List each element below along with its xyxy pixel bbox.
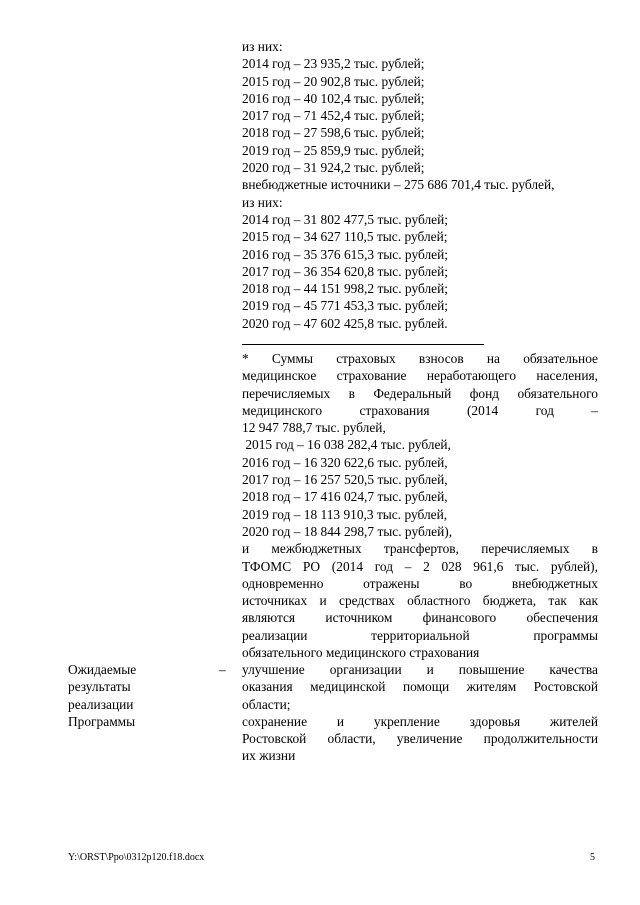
regional-line: 2020 год – 31 924,2 тыс. рублей; xyxy=(242,160,425,176)
regional-line: 2019 год – 25 859,9 тыс. рублей; xyxy=(242,142,425,158)
footnote-block xyxy=(242,350,598,661)
results-line: их жизни xyxy=(242,748,296,764)
footnote-line: 2018 год – 17 416 024,7 тыс. рублей, xyxy=(242,489,448,505)
extrabudget-line: 2020 год – 47 602 425,8 тыс. рублей. xyxy=(242,315,448,331)
footnote-line: реализации территориальной программы xyxy=(242,627,598,643)
footnote-line: 2015 год – 16 038 282,4 тыс. рублей, xyxy=(242,437,451,453)
footnote-line: 2019 год – 18 113 910,3 тыс. рублей, xyxy=(242,506,448,522)
page-number: 5 xyxy=(590,852,595,863)
extrabudget-header: из них: xyxy=(242,194,283,210)
results-text xyxy=(242,661,598,765)
extrabudget-line: 2019 год – 45 771 453,3 тыс. рублей; xyxy=(242,298,448,314)
budget-block xyxy=(242,38,598,332)
footnote-line: 2020 год – 18 844 298,7 тыс. рублей), xyxy=(242,523,453,539)
regional-line: 2014 год – 23 935,2 тыс. рублей; xyxy=(242,56,425,72)
results-label-line: результаты xyxy=(68,679,131,695)
results-label-line: Ожидаемые xyxy=(68,662,137,677)
results-label xyxy=(68,661,168,730)
results-line: улучшение организации и повышение качества xyxy=(242,662,598,677)
regional-line: 2016 год – 40 102,4 тыс. рублей; xyxy=(242,90,425,106)
footnote-separator xyxy=(242,344,484,345)
footnote-line: 2016 год – 16 320 622,6 тыс. рублей, xyxy=(242,454,448,470)
footnote-line: одновременно отражены во внебюджетных xyxy=(242,575,598,591)
results-line: оказания медицинской помощи жителям Ростовской xyxy=(242,679,598,695)
results-dash: – xyxy=(219,662,226,677)
footnote-line: 12 947 788,7 тыс. рублей, xyxy=(242,420,386,436)
footnote-line: и межбюджетных трансфертов, перечисляемых в xyxy=(242,541,598,557)
footer-file-path: Y:\ORST\Ppo\0312p120.f18.docx xyxy=(68,852,205,863)
extrabudget-line: 2017 год – 36 354 620,8 тыс. рублей; xyxy=(242,263,448,279)
results-label-line: Программы xyxy=(68,713,136,729)
footnote-line: ТФОМС РО (2014 год – 2 028 961,6 тыс. рублей), xyxy=(242,558,598,574)
results-line: Ростовской области, увеличение продолжительности xyxy=(242,731,598,747)
footnote-line: источниках и средствах областного бюджета, так как xyxy=(242,593,598,609)
results-line: области; xyxy=(242,696,291,712)
regional-line: 2017 год – 71 452,4 тыс. рублей; xyxy=(242,108,425,124)
regional-line: 2015 год – 20 902,8 тыс. рублей; xyxy=(242,73,425,89)
footnote-line: медицинского страхования (2014 год – xyxy=(242,402,598,418)
footnote-line: 2017 год – 16 257 520,5 тыс. рублей, xyxy=(242,472,448,488)
extrabudget-line: 2018 год – 44 151 998,2 тыс. рублей; xyxy=(242,281,448,297)
results-label-line: реализации xyxy=(68,696,134,712)
footnote-line: * Суммы страховых взносов на обязательное xyxy=(242,351,598,366)
footnote-line: медицинское страхование неработающего населения, xyxy=(242,368,598,384)
extrabudget-line: 2015 год – 34 627 110,5 тыс. рублей; xyxy=(242,229,448,245)
footnote-line: являются источником финансового обеспечения xyxy=(242,610,598,626)
results-line: сохранение и укрепление здоровья жителей xyxy=(242,713,598,729)
regional-line: 2018 год – 27 598,6 тыс. рублей; xyxy=(242,125,425,141)
footnote-line: обязательного медицинского страхования xyxy=(242,645,480,661)
budget-header: из них: xyxy=(242,39,283,54)
extrabudget-title: внебюджетные источники – 275 686 701,4 тыс. рублей, xyxy=(242,177,555,193)
footnote-line: перечисляемых в Федеральный фонд обязательного xyxy=(242,385,598,401)
extrabudget-line: 2014 год – 31 802 477,5 тыс. рублей; xyxy=(242,211,448,227)
extrabudget-line: 2016 год – 35 376 615,3 тыс. рублей; xyxy=(242,246,448,262)
